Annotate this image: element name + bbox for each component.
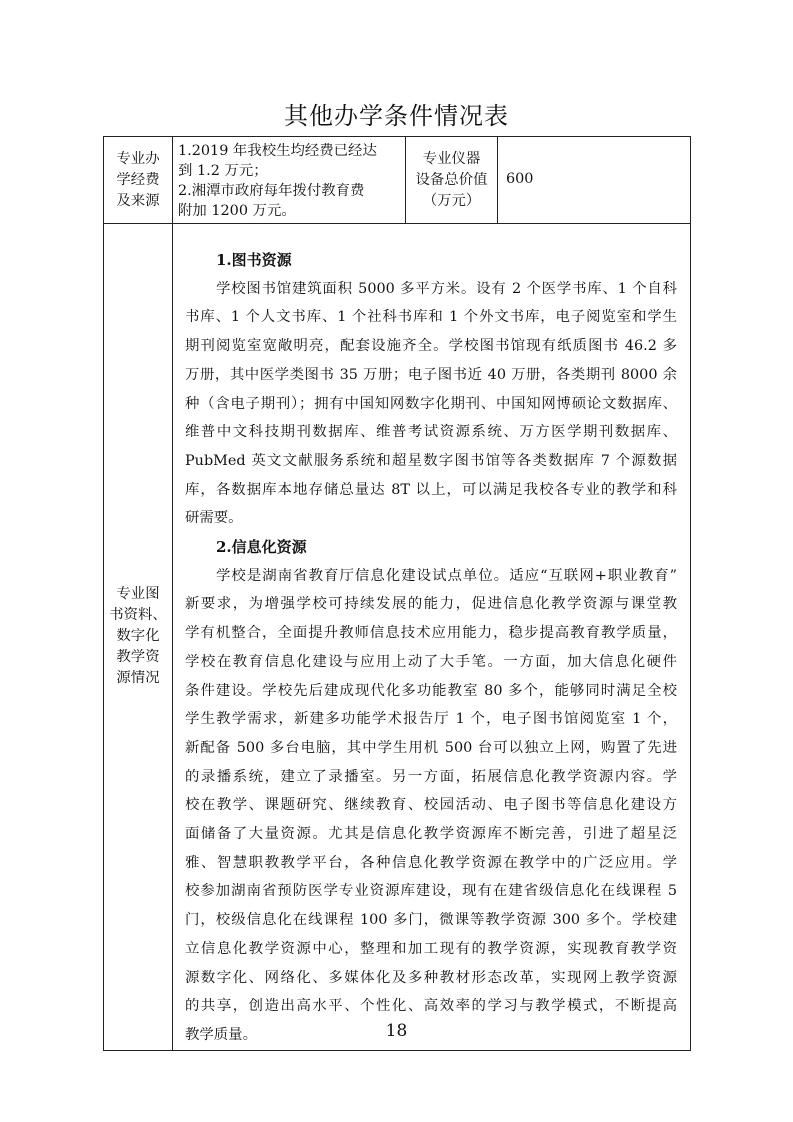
body-line: 源数字化、网络化、多媒体化及多种教材形态改革，实现网上教学资源 [185, 969, 677, 986]
body-line: 种（含电子期刊）；拥有中国知网数字化期刊、中国知网博硕论文数据库、 [185, 395, 677, 412]
resources-label-line: 教学资 [116, 649, 160, 666]
funding-label-line: 专业办 [116, 150, 160, 167]
funding-text-line: 2.湘潭市政府每年拨付教育费 [178, 183, 365, 199]
body-line: 立信息化教学资源中心，整理和加工现有的教学资源，实现教育教学资 [185, 940, 677, 957]
body-line: 校在教学、课题研究、继续教育、校园活动、电子图书等信息化建设方 [185, 797, 677, 814]
body-line: 校参加湖南省预防医学专业资源库建设，现有在建省级信息化在线课程 5 [185, 883, 677, 900]
funding-label-cell [104, 137, 173, 224]
body-line: 的共享，创造出高水平、个性化、高效率的学习与教学模式，不断提高 [185, 998, 677, 1015]
equipment-label-line: （万元） [422, 192, 481, 209]
funding-row [104, 137, 691, 224]
section-heading-digital: 2.信息化资源 [216, 538, 307, 557]
funding-text-line: 到 1.2 万元； [178, 163, 268, 179]
resources-label-line: 专业图 [116, 586, 160, 603]
funding-label-line: 学经费 [116, 171, 160, 188]
funding-text-line: 1.2019 年我校生均经费已经达 [178, 143, 377, 159]
resources-label-cell [104, 224, 173, 1051]
body-line: 条件建设。学校先后建成现代化多功能教室 80 多个，能够同时满足全校 [185, 682, 677, 699]
body-line: 研需要。 [185, 510, 243, 527]
body-line: 门，校级信息化在线课程 100 多门，微课等教学资源 300 多个。学校建 [185, 912, 677, 929]
funding-text-cell [173, 137, 406, 224]
resources-label-line: 数字化 [116, 628, 160, 645]
equipment-label-line: 设备总价值 [415, 171, 488, 188]
body-line: 的录播系统，建立了录播室。另一方面，拓展信息化教学资源内容。学 [185, 768, 677, 785]
body-line: 维普中文科技期刊数据库、维普考试资源系统、万方医学期刊数据库、 [185, 424, 677, 441]
resources-label-line: 源情况 [116, 670, 160, 687]
body-line: 学生教学需求，新建多功能学术报告厅 1 个，电子图书馆阅览室 1 个， [185, 711, 677, 728]
body-line: 学校在教育信息化建设与应用上动了大手笔。一方面，加大信息化硬件 [185, 653, 677, 670]
body-line: 雅、智慧职教教学平台，各种信息化教学资源在教学中的广泛应用。学 [185, 854, 677, 871]
body-line: 学校图书馆建筑面积 5000 多平方米。设有 2 个医学书库、1 个自科 [216, 280, 677, 297]
page-number: 18 [385, 1021, 408, 1041]
body-line: 学校是湖南省教育厅信息化建设试点单位。适应“互联网+职业教育” [216, 567, 677, 584]
body-line: 期刊阅览室宽敞明亮，配套设施齐全。学校图书馆现有纸质图书 46.2 多 [185, 338, 677, 355]
body-line: 新配备 500 多台电脑，其中学生用机 500 台可以独立上网，购置了先进 [185, 739, 677, 756]
resources-label-line: 书资料、 [109, 607, 167, 624]
equipment-value-cell [498, 137, 691, 224]
body-line: 库，各数据库本地存储总量达 8T 以上，可以满足我校各专业的教学和科 [185, 481, 677, 498]
funding-label-line: 及来源 [116, 192, 160, 209]
equipment-label-cell [406, 137, 498, 224]
body-line: 教学质量。 [185, 1026, 257, 1043]
body-line: 万册，其中医学类图书 35 万册；电子图书近 40 万册，各类期刊 8000 余 [185, 366, 677, 383]
body-line: 新要求，为增强学校可持续发展的能力，促进信息化教学资源与课堂教 [185, 596, 677, 613]
equipment-label-line: 专业仪器 [422, 150, 481, 167]
body-line: PubMed 英文文献服务系统和超星数字图书馆等各类数据库 7 个源数据 [185, 452, 677, 469]
funding-text-line: 附加 1200 万元。 [178, 203, 296, 219]
conditions-table [103, 136, 691, 1051]
body-line: 面储备了大量资源。尤其是信息化教学资源库不断完善，引进了超星泛 [185, 826, 677, 843]
body-line: 学有机整合，全面提升教师信息技术应用能力，稳步提高教育教学质量， [185, 625, 677, 642]
body-line: 书库、1 个人文书库、1 个社科书库和 1 个外文书库，电子阅览室和学生 [185, 309, 677, 326]
resources-content-cell [173, 224, 691, 1051]
section-heading-library: 1.图书资源 [216, 251, 292, 269]
page-title: 其他办学条件情况表 [284, 102, 509, 130]
equipment-value: 600 [506, 171, 534, 187]
resources-row [104, 224, 691, 1051]
